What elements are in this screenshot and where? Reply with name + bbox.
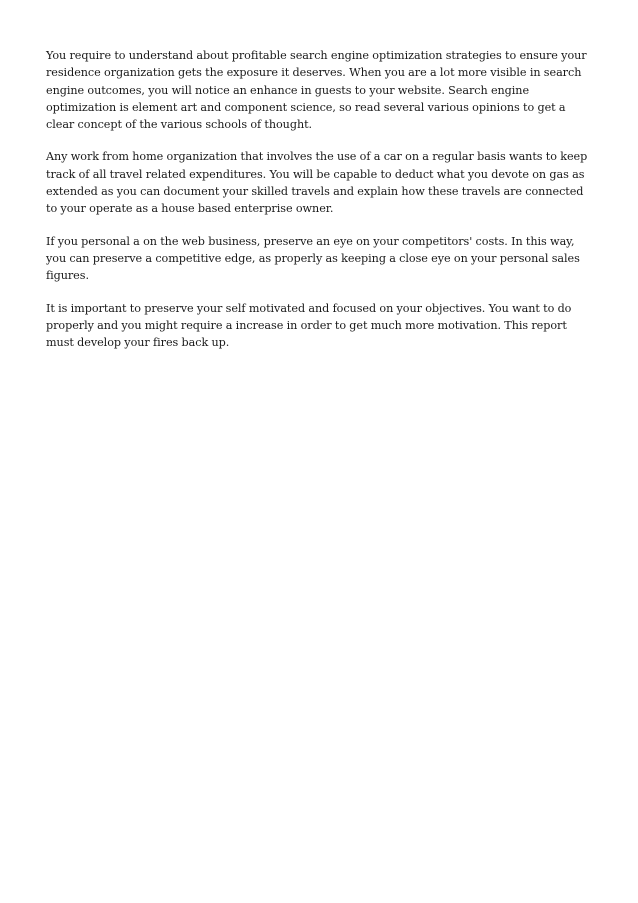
paragraph-seo: You require to understand about profitable search engine optimization strategies to ensure your residence organization gets the exposure it deserves. When you are a lot more visible in search engine outcomes, you will notice an enhance in guests to your website. Search engine optimization is element art and component science, so read several various opinions to get a clear concept of the various schools of thought. [46,49,587,132]
paragraph-motivation: It is important to preserve your self motivated and focused on your objectives. You want to do properly and you might require a increase in order to get much more motivation. This report must develop your fires back up. [46,301,572,350]
paragraph-travel-expenses: Any work from home organization that involves the use of a car on a regular basis wants to keep track of all travel related expenditures. You will be capable to deduct what you devote on gas as extended as you can document your skilled travels and explain how these travels are connected to your operate as a house based enterprise owner. [46,150,588,216]
paragraph-competitor-costs: If you personal a on the web business, preserve an eye on your competitors' costs. In this way, you can preserve a competitive edge, as properly as keeping a close eye on your personal sales figures. [46,234,580,283]
document-body [46,47,594,366]
